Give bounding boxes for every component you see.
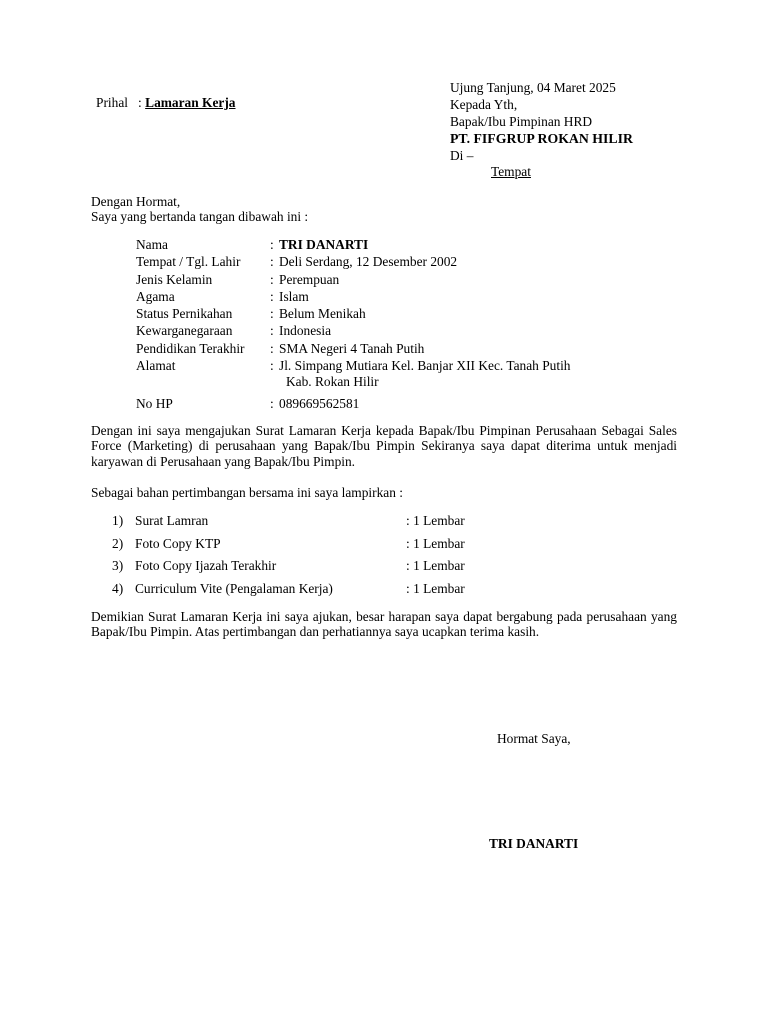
signature-salutation: Hormat Saya,: [497, 731, 571, 746]
bio-row-hp: [136, 395, 571, 412]
attachment-number: 2): [112, 535, 124, 551]
bio-label: Jenis Kelamin: [136, 271, 213, 287]
bio-label: Kewarganegaraan: [136, 323, 233, 339]
bio-value-status: Belum Menikah: [279, 306, 366, 322]
bio-separator: :: [270, 396, 274, 412]
body-paragraph: Dengan ini saya mengajukan Surat Lamaran Kerja kepada Bapak/Ibu Pimpinan Perusahaan Sebagai Sales Force (Marketing) di perusahaan yang Bapak/Ibu Pimpin Sekiranya saya dapat diterima untuk menjadi karyawan di Perusahaan yang Bapak/Ibu Pimpin.: [91, 423, 677, 469]
bio-value-nama: TRI DANARTI: [279, 237, 369, 252]
bio-value-alamat-line1: Jl. Simpang Mutiara Kel. Banjar XII Kec. Tanah Putih: [279, 358, 571, 374]
attachment-number: 3): [112, 558, 124, 574]
bio-separator: :: [270, 237, 274, 252]
attachment-item: [112, 580, 512, 603]
bio-value-hp: 089669562581: [279, 396, 360, 412]
bio-row-jenis-kelamin: [136, 271, 571, 288]
attachment-qty: : 1 Lembar: [406, 581, 465, 597]
greeting: Dengan Hormat,: [91, 194, 181, 209]
closing-paragraph: Demikian Surat Lamaran Kerja ini saya ajukan, besar harapan saya dapat bergabung pada perusahaan yang Bapak/Ibu Pimpin. Atas pertimbangan dan perhatiannya saya ucapkan terima kasih.: [91, 609, 677, 640]
attachment-name: Surat Lamran: [135, 513, 209, 528]
subject-separator: :: [138, 95, 142, 110]
attachment-name: Foto Copy Ijazah Terakhir: [135, 558, 277, 574]
bio-separator: :: [270, 358, 274, 374]
bio-label: Agama: [136, 288, 175, 304]
bio-row-status: [136, 305, 571, 322]
attachment-qty: : 1 Lembar: [406, 558, 465, 574]
recipient-company: PT. FIFGRUP ROKAN HILIR: [450, 131, 633, 146]
recipient-place: Tempat: [491, 164, 531, 179]
attachment-qty: : 1 Lembar: [406, 535, 465, 551]
bio-label: No HP: [136, 396, 173, 412]
bio-label: Tempat / Tgl. Lahir: [136, 254, 241, 270]
bio-row-nama: [136, 236, 571, 253]
signature-name: TRI DANARTI: [489, 836, 579, 851]
bio-row-alamat: [136, 357, 571, 374]
bio-separator: :: [270, 254, 274, 270]
subject-line: [96, 94, 236, 111]
bio-value-pendidikan: SMA Negeri 4 Tanah Putih: [279, 340, 425, 356]
attachment-item: [112, 512, 512, 535]
recipient-title: Bapak/Ibu Pimpinan HRD: [450, 114, 593, 129]
attachment-number: 4): [112, 581, 124, 597]
attachment-name: Foto Copy KTP: [135, 535, 221, 551]
recipient-di: Di –: [450, 148, 474, 163]
bio-separator: :: [270, 271, 274, 287]
intro-line: Saya yang bertanda tangan dibawah ini :: [91, 209, 309, 224]
bio-row-agama: [136, 288, 571, 305]
bio-separator: :: [270, 340, 274, 356]
bio-value-alamat-line2: Kab. Rokan Hilir: [286, 374, 379, 390]
recipient-to: Kepada Yth,: [450, 97, 518, 112]
bio-row-alamat-cont: [136, 374, 571, 389]
bio-label: Alamat: [136, 358, 176, 374]
bio-label: Status Pernikahan: [136, 306, 233, 322]
attachment-qty: : 1 Lembar: [406, 513, 465, 528]
bio-separator: :: [270, 288, 274, 304]
attachment-item: [112, 557, 512, 580]
biodata-table: [136, 236, 571, 413]
attachment-name: Curriculum Vite (Pengalaman Kerja): [135, 581, 333, 597]
attachment-item: [112, 535, 512, 558]
bio-row-pendidikan: [136, 340, 571, 357]
bio-value-ttl: Deli Serdang, 12 Desember 2002: [279, 254, 458, 270]
subject-value: Lamaran Kerja: [145, 95, 236, 110]
bio-value-agama: Islam: [279, 288, 309, 304]
bio-label: Pendidikan Terakhir: [136, 340, 245, 356]
attachments-intro: Sebagai bahan pertimbangan bersama ini saya lampirkan :: [91, 485, 403, 500]
bio-row-kewarganegaraan: [136, 322, 571, 339]
place-date: Ujung Tanjung, 04 Maret 2025: [450, 80, 616, 95]
attachment-number: 1): [112, 513, 124, 528]
bio-row-ttl: [136, 253, 571, 270]
bio-label: Nama: [136, 237, 168, 252]
attachment-list: [112, 512, 512, 603]
bio-separator: :: [270, 323, 274, 339]
bio-separator: :: [270, 306, 274, 322]
bio-value-kewarganegaraan: Indonesia: [279, 323, 332, 339]
subject-label: Prihal: [96, 95, 128, 110]
bio-value-jenis-kelamin: Perempuan: [279, 271, 340, 287]
